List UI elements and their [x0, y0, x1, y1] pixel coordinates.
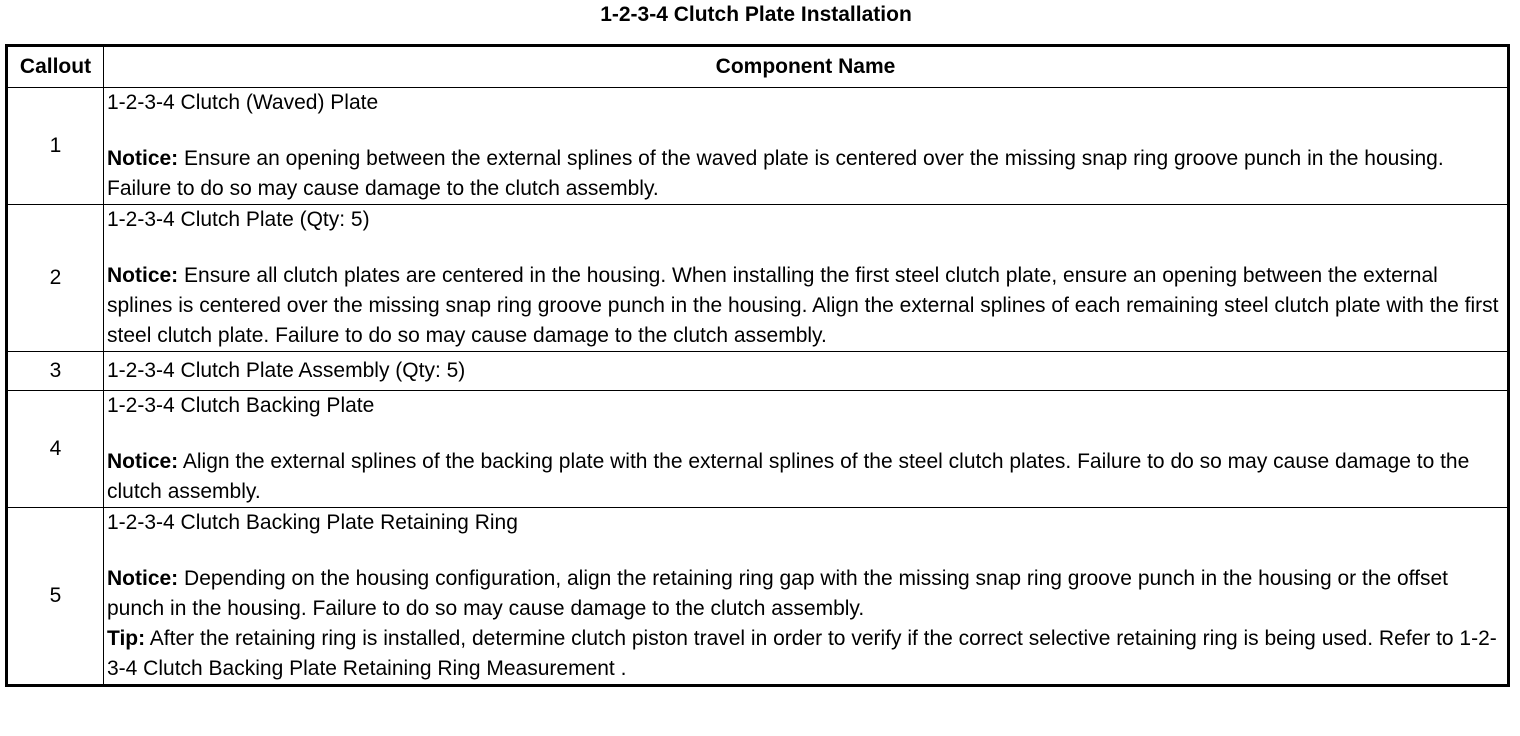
callout-number: 5	[7, 508, 104, 686]
component-name-column-header: Component Name	[104, 46, 1509, 88]
tip-text	[107, 624, 1504, 684]
callout-number: 4	[7, 391, 104, 508]
table-row	[7, 88, 1509, 205]
table-row	[7, 205, 1509, 352]
callout-number: 1	[7, 88, 104, 205]
notice-body: Ensure all clutch plates are centered in the housing. When installing the first steel clutch plate, ensure an opening between the external splines is centered over the missing snap ring groove punch in the housing. Align the external splines of each remaining steel clutch plate with the first steel clutch plate. Failure to do so may cause damage to the clutch assembly.	[107, 264, 1499, 347]
tip-label: Tip:	[107, 627, 146, 650]
tip-body: After the retaining ring is installed, determine clutch piston travel in order to verify if the correct selective retaining ring is being used. Refer to 1-2-3-4 Clutch Backing Plate Retaining Ring Measurement .	[107, 627, 1497, 680]
component-name: 1-2-3-4 Clutch Plate (Qty: 5)	[107, 208, 370, 231]
component-cell	[104, 508, 1509, 686]
notice-body: Depending on the housing configuration, align the retaining ring gap with the missing snap ring groove punch in the housing or the offset punch in the housing. Failure to do so may cause damage to the clutch assembly.	[107, 567, 1448, 620]
component-cell	[104, 205, 1509, 352]
table-row	[7, 391, 1509, 508]
notice-label: Notice:	[107, 450, 179, 473]
notice-text	[107, 144, 1504, 204]
notice-text	[107, 447, 1504, 507]
table-row	[7, 352, 1509, 391]
notice-body: Ensure an opening between the external splines of the waved plate is centered over the missing snap ring groove punch in the housing. Failure to do so may cause damage to the clutch assembly.	[107, 147, 1444, 200]
notice-text	[107, 564, 1504, 624]
notice-label: Notice:	[107, 264, 179, 287]
callout-number: 2	[7, 205, 104, 352]
callout-number: 3	[7, 352, 104, 391]
page-title: 1-2-3-4 Clutch Plate Installation	[600, 3, 912, 26]
notice-text	[107, 261, 1504, 351]
component-cell	[104, 88, 1509, 205]
component-cell	[104, 391, 1509, 508]
component-name: 1-2-3-4 Clutch Plate Assembly (Qty: 5)	[107, 359, 466, 382]
table-header-row	[7, 46, 1509, 88]
component-name: 1-2-3-4 Clutch Backing Plate	[107, 394, 375, 417]
notice-body: Align the external splines of the backing plate with the external splines of the steel clutch plates. Failure to do so may cause damage to the clutch assembly.	[107, 450, 1470, 503]
callout-column-header: Callout	[7, 46, 104, 88]
table-row	[7, 508, 1509, 686]
component-table	[5, 44, 1510, 687]
notice-label: Notice:	[107, 147, 179, 170]
component-name: 1-2-3-4 Clutch (Waved) Plate	[107, 91, 379, 114]
notice-label: Notice:	[107, 567, 179, 590]
component-name: 1-2-3-4 Clutch Backing Plate Retaining Ring	[107, 511, 518, 534]
component-cell	[104, 352, 1509, 391]
